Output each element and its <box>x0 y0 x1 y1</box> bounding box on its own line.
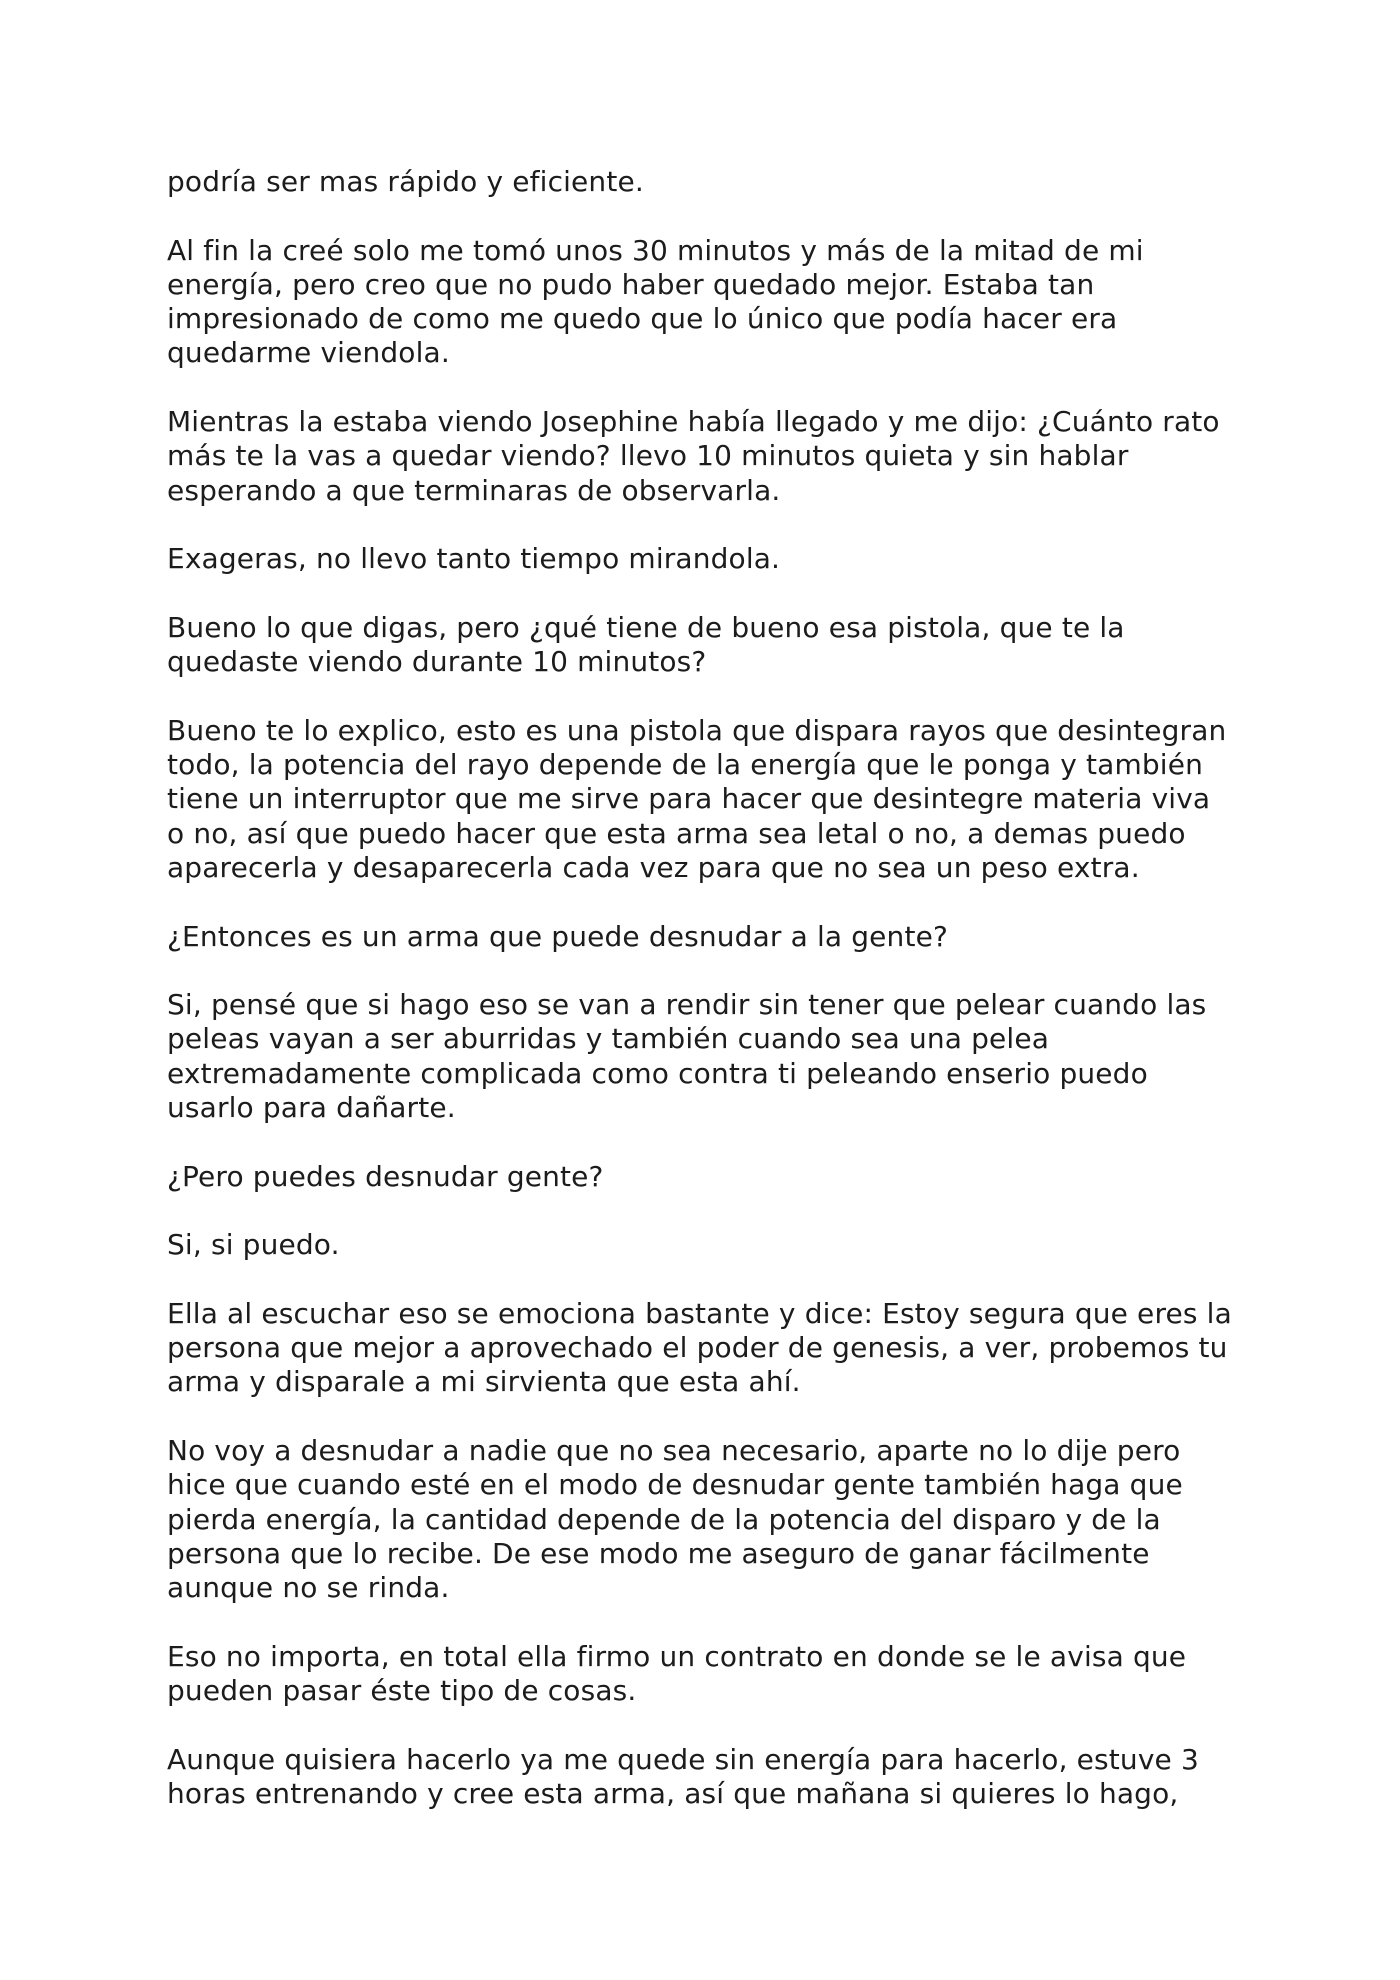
text-line: Bueno te lo explico, esto es una pistola que dispara rayos que desintegran <box>167 713 1227 747</box>
text-line: persona que mejor a aprovechado el poder de genesis, a ver, probemos tu <box>167 1331 1228 1365</box>
text-line: No voy a desnudar a nadie que no sea necesario, aparte no lo dije pero <box>167 1433 1181 1467</box>
text-line: todo, la potencia del rayo depende de la energía que le ponga y también <box>167 748 1203 782</box>
text-line: hice que cuando esté en el modo de desnudar gente también haga que <box>167 1468 1183 1502</box>
text-line: Bueno lo que digas, pero ¿qué tiene de bueno esa pistola, que te la <box>167 610 1125 644</box>
text-line: arma y disparale a mi sirvienta que esta ahí. <box>167 1365 801 1399</box>
paragraph <box>167 1743 1257 1812</box>
text-line: esperando a que terminaras de observarla. <box>167 473 781 507</box>
text-line: persona que lo recibe. De ese modo me aseguro de ganar fácilmente <box>167 1536 1150 1570</box>
text-line: quedaste viendo durante 10 minutos? <box>167 645 707 679</box>
text-line: Mientras la estaba viendo Josephine había llegado y me dijo: ¿Cuánto rato <box>167 405 1220 439</box>
text-line: pierda energía, la cantidad depende de la potencia del disparo y de la <box>167 1502 1161 1536</box>
text-line: Eso no importa, en total ella firmo un contrato en donde se le avisa que <box>167 1639 1187 1673</box>
paragraph <box>167 1434 1257 1605</box>
text-line: más te la vas a quedar viendo? llevo 10 minutos quieta y sin hablar <box>167 439 1129 473</box>
paragraph <box>167 542 1257 576</box>
text-line: aunque no se rinda. <box>167 1571 450 1605</box>
text-line: o no, así que puedo hacer que esta arma sea letal o no, a demas puedo <box>167 816 1186 850</box>
paragraph <box>167 165 1257 199</box>
text-line: pueden pasar éste tipo de cosas. <box>167 1674 637 1708</box>
paragraph <box>167 1160 1257 1194</box>
text-line: Exageras, no llevo tanto tiempo mirandola. <box>167 542 781 576</box>
paragraph <box>167 234 1257 371</box>
text-line: Aunque quisiera hacerlo ya me quede sin energía para hacerlo, estuve 3 <box>167 1742 1199 1776</box>
paragraph <box>167 611 1257 680</box>
paragraph <box>167 405 1257 508</box>
paragraph <box>167 1297 1257 1400</box>
text-line: peleas vayan a ser aburridas y también cuando sea una pelea <box>167 1022 1050 1056</box>
text-line: energía, pero creo que no pudo haber quedado mejor. Estaba tan <box>167 267 1095 301</box>
text-line: Al fin la creé solo me tomó unos 30 minutos y más de la mitad de mi <box>167 233 1144 267</box>
text-line: usarlo para dañarte. <box>167 1091 456 1125</box>
text-line: Si, pensé que si hago eso se van a rendir sin tener que pelear cuando las <box>167 988 1207 1022</box>
text-line: ¿Entonces es un arma que puede desnudar a la gente? <box>167 919 948 953</box>
text-line: Ella al escuchar eso se emociona bastante y dice: Estoy segura que eres la <box>167 1296 1232 1330</box>
text-line: horas entrenando y cree esta arma, así que mañana si quieres lo hago, <box>167 1776 1179 1810</box>
text-line: ¿Pero puedes desnudar gente? <box>167 1159 604 1193</box>
paragraph <box>167 1228 1257 1262</box>
text-line: tiene un interruptor que me sirve para hacer que desintegre materia viva <box>167 782 1211 816</box>
text-line: extremadamente complicada como contra ti peleando enserio puedo <box>167 1056 1148 1090</box>
paragraph <box>167 920 1257 954</box>
text-line: aparecerla y desaparecerla cada vez para que no sea un peso extra. <box>167 850 1140 884</box>
text-line: Si, si puedo. <box>167 1228 340 1262</box>
text-line: podría ser mas rápido y eficiente. <box>167 165 644 198</box>
document-text-body <box>167 165 1257 1846</box>
text-line: quedarme viendola. <box>167 336 450 370</box>
text-line: impresionado de como me quedo que lo único que podía hacer era <box>167 302 1118 336</box>
paragraph <box>167 988 1257 1125</box>
paragraph <box>167 1640 1257 1709</box>
paragraph <box>167 714 1257 885</box>
